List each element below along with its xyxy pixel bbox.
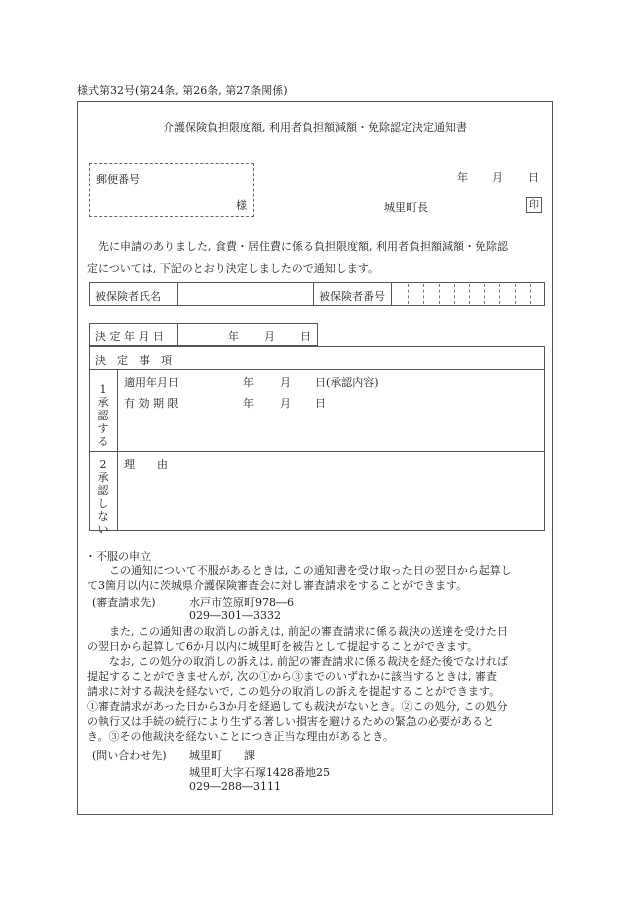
digit-divider xyxy=(469,284,470,304)
deny-reason-label: 理 由 xyxy=(124,458,168,471)
approve-expiry-month: 月 xyxy=(280,397,291,410)
issuer: 城里町長 xyxy=(384,201,428,214)
lawsuit-line-5: 請求に対する裁決を経ないで, この処分の取消しの訴えを提起することができます。 xyxy=(87,685,501,698)
contact-label: (問い合わせ先) xyxy=(92,749,167,762)
digit-divider xyxy=(439,284,440,304)
decision-date-year: 年 xyxy=(228,330,239,343)
lawsuit-line-3: なお, この処分の取消しの訴えは, 前記の審査請求に係る裁決を経た後でなければ xyxy=(109,655,508,668)
approve-expiry-year: 年 xyxy=(243,397,254,410)
lawsuit-line-8: き。③その他裁決を経ないことにつき正当な理由があるとき。 xyxy=(87,730,394,743)
document-title: 介護保険負担限度額, 利用者負担額減額・免除認定決定通知書 xyxy=(163,121,467,134)
postal-code-label: 郵便番号 xyxy=(96,173,140,186)
approve-start-day: 日(承認内容) xyxy=(315,376,379,389)
decision-items-label: 決 定 事 項 xyxy=(95,354,172,367)
appeal-line-1: この通知について不服があるときは, この通知書を受け取った日の翌日から起算し xyxy=(109,564,512,577)
review-office-label: (審査請求先) xyxy=(92,596,156,609)
approve-start-year: 年 xyxy=(243,376,254,389)
intro-line-2: 定については, 下記のとおり決定しましたので通知します。 xyxy=(87,262,379,275)
approve-expiry-label: 有 効 期 限 xyxy=(124,397,179,410)
seal-mark: 印 xyxy=(526,197,542,213)
digit-divider xyxy=(454,284,455,304)
intro-line-1: 先に申請のありました, 食費・居住費に係る負担限度額, 利用者負担額減額・免除認 xyxy=(98,240,508,253)
lawsuit-line-2: の翌日から起算して6か月以内に城里町を被告として提起することができます。 xyxy=(87,640,479,653)
date-year: 年 xyxy=(457,171,468,184)
decision-date-label: 決 定 年 月 日 xyxy=(95,330,164,343)
form-number: 様式第32号(第24条, 第26条, 第27条関係) xyxy=(77,84,288,97)
lawsuit-line-1: また, この通知書の取消しの訴えは, 前記の審査請求に係る裁決の送達を受けた日 xyxy=(109,625,508,638)
appeal-line-2: て3箇月以内に茨城県介護保険審査会に対し審査請求をすることができます。 xyxy=(87,579,468,592)
digit-divider xyxy=(423,284,424,304)
decision-date-month: 月 xyxy=(264,330,275,343)
digit-divider xyxy=(484,284,485,304)
date-day: 日 xyxy=(528,171,539,184)
date-month: 月 xyxy=(492,171,503,184)
review-office-phone: 029―301―3332 xyxy=(189,609,281,622)
insured-name-label: 被保険者氏名 xyxy=(95,290,161,303)
contact-office: 城里町 課 xyxy=(189,749,255,762)
appeal-heading: ・不服の申立 xyxy=(85,550,151,563)
lawsuit-line-4: 提起することができませんが, 次の①から③までのいずれかに該当するときは, 審査 xyxy=(87,670,497,683)
approve-expiry-day: 日 xyxy=(315,397,326,410)
review-office-address: 水戸市笠原町978―6 xyxy=(189,596,294,609)
contact-phone: 029―288―3111 xyxy=(189,780,281,793)
decision-date-day: 日 xyxy=(300,330,311,343)
digit-divider xyxy=(530,284,531,304)
address-block xyxy=(89,163,254,217)
insured-number-label: 被保険者番号 xyxy=(319,290,385,303)
digit-divider xyxy=(499,284,500,304)
lawsuit-line-6: ①審査請求があった日から3か月を経過しても裁決がないとき。②この処分, この処分 xyxy=(87,700,508,713)
approve-side-label: 1 承 認 す る xyxy=(97,383,109,448)
approve-start-month: 月 xyxy=(280,376,291,389)
digit-divider xyxy=(408,284,409,304)
deny-side-label: 2 承 認 し な い xyxy=(97,458,109,536)
lawsuit-line-7: の執行又は手続の続行により生ずる著しい損害を避けるための緊急の必要があると xyxy=(87,715,494,728)
recipient-honorific: 様 xyxy=(236,199,247,212)
contact-address: 城里町大字石塚1428番地25 xyxy=(189,766,330,779)
digit-divider xyxy=(515,284,516,304)
approve-start-date-label: 適用年月日 xyxy=(124,376,179,389)
